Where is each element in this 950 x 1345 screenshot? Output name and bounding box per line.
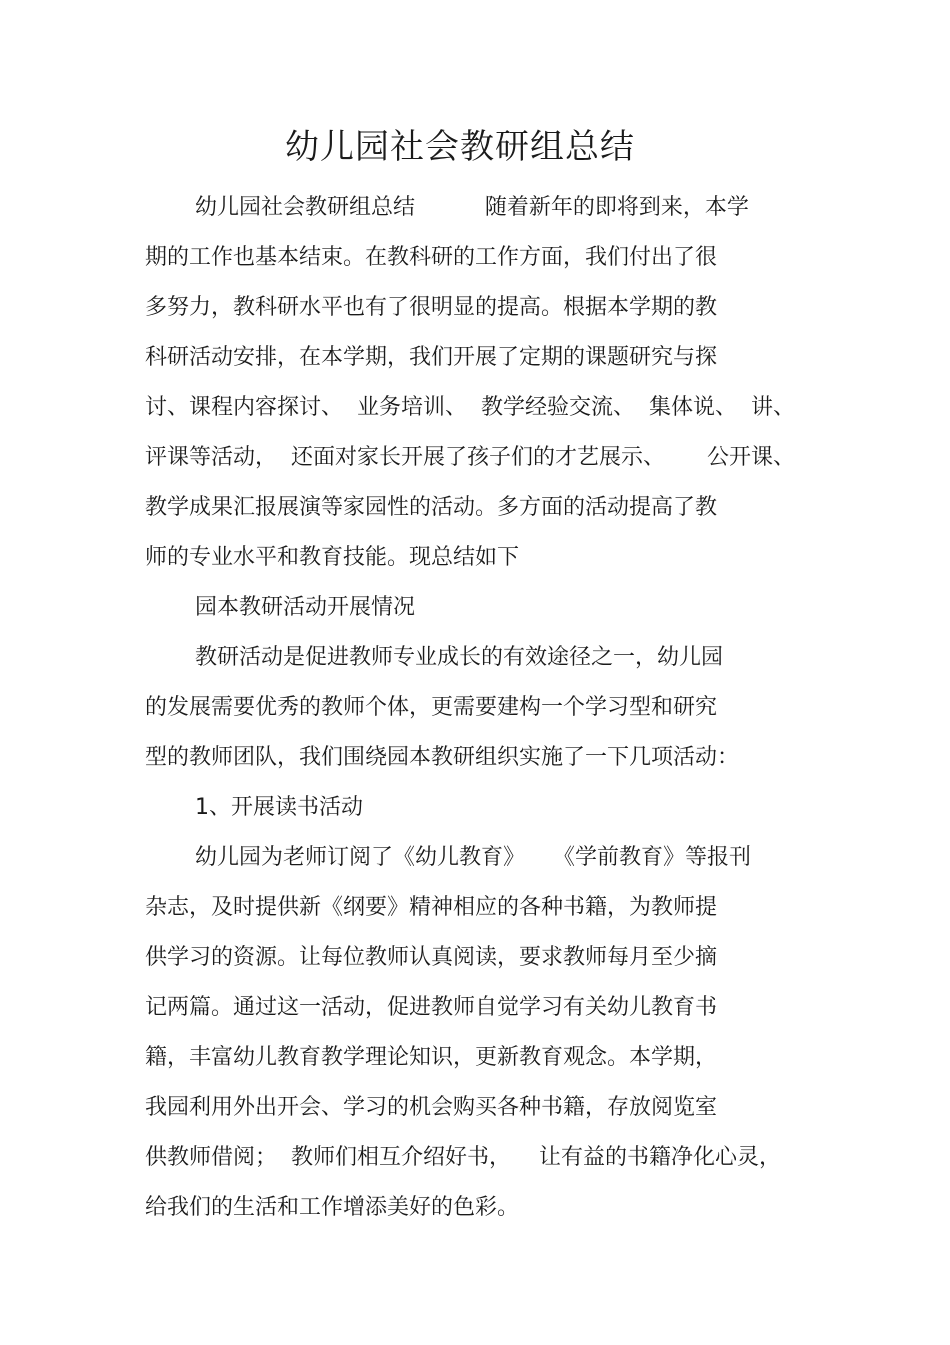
paragraph-line: 讨、课程内容探讨、 业务培训、 教学经验交流、 集体说、 讲、 [145, 395, 795, 420]
paragraph-line: 教学成果汇报展演等家园性的活动。多方面的活动提高了教 [145, 495, 718, 520]
paragraph-line: 幼儿园为老师订阅了《幼儿教育》 《学前教育》等报刊 [195, 845, 751, 870]
paragraph-line: 教研活动是促进教师专业成长的有效途径之一，幼儿园 [195, 645, 724, 670]
paragraph-line: 记两篇。通过这一活动，促进教师自觉学习有关幼儿教育书 [145, 995, 718, 1020]
paragraph-line: 幼儿园社会教研组总结 随着新年的即将到来，本学 [195, 195, 749, 220]
paragraph-line: 期的工作也基本结束。在教科研的工作方面，我们付出了很 [145, 245, 718, 270]
paragraph-line: 供教师借阅； 教师们相互介绍好书， 让有益的书籍净化心灵， [145, 1145, 781, 1170]
paragraph-line: 的发展需要优秀的教师个体，更需要建构一个学习型和研究 [145, 695, 718, 720]
paragraph-line: 师的专业水平和教育技能。现总结如下 [145, 545, 520, 570]
section-heading: 园本教研活动开展情况 [195, 595, 416, 620]
paragraph-line: 评课等活动， 还面对家长开展了孩子们的才艺展示、 公开课、 [145, 445, 795, 470]
subsection-heading: 1、开展读书活动 [195, 795, 363, 820]
paragraph-line: 型的教师团队，我们围绕园本教研组织实施了一下几项活动： [145, 745, 740, 770]
paragraph-line: 我园利用外出开会、学习的机会购买各种书籍，存放阅览室 [145, 1095, 718, 1120]
paragraph-line: 多努力，教科研水平也有了很明显的提高。根据本学期的教 [145, 295, 718, 320]
document-title: 幼儿园社会教研组总结 [285, 127, 635, 167]
paragraph-line: 杂志，及时提供新《纲要》精神相应的各种书籍，为教师提 [145, 895, 718, 920]
paragraph-line: 科研活动安排，在本学期，我们开展了定期的课题研究与探 [145, 345, 718, 370]
paragraph-line: 给我们的生活和工作增添美好的色彩。 [145, 1195, 520, 1220]
paragraph-line: 籍，丰富幼儿教育教学理论知识，更新教育观念。本学期， [145, 1045, 718, 1070]
paragraph-line: 供学习的资源。让每位教师认真阅读，要求教师每月至少摘 [145, 945, 718, 970]
